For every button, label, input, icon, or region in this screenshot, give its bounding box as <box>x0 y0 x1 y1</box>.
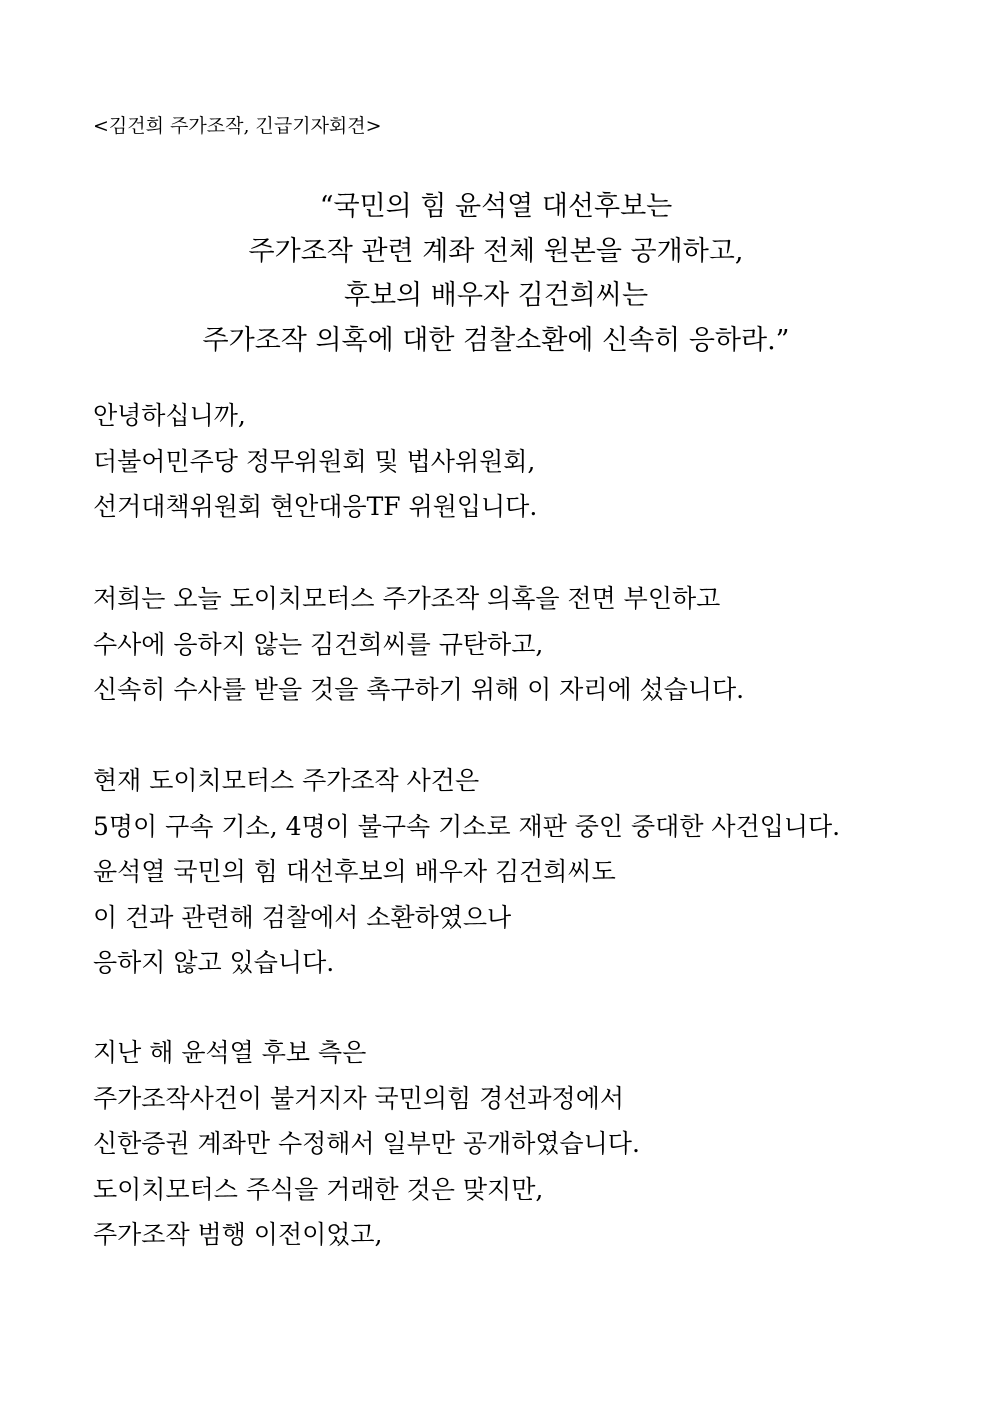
headline-statement <box>0 185 992 363</box>
text-line: 신한증권 계좌만 수정해서 일부만 공개하였습니다. <box>93 1129 640 1158</box>
paragraph-last-year <box>93 1030 640 1258</box>
paragraph-purpose <box>93 576 744 713</box>
press-conference-title: <김건희 주가조작, 긴급기자회견> <box>93 115 382 137</box>
text-line: 선거대책위원회 현안대응TF 위원입니다. <box>93 492 538 521</box>
text-line: 이 건과 관련해 검찰에서 소환하였으나 <box>93 902 512 932</box>
text-line: 응하지 않고 있습니다. <box>93 948 335 977</box>
text-line: 수사에 응하지 않는 김건희씨를 규탄하고, <box>93 629 544 659</box>
text-line: 현재 도이치모터스 주가조작 사건은 <box>93 766 480 795</box>
headline-line: 주가조작 의혹에 대한 검찰소환에 신속히 응하라.” <box>202 324 790 356</box>
text-line: 지난 해 윤석열 후보 측은 <box>93 1038 367 1067</box>
text-line: 윤석열 국민의 힘 대선후보의 배우자 김건희씨도 <box>93 857 616 886</box>
text-line: 신속히 수사를 받을 것을 촉구하기 위해 이 자리에 섰습니다. <box>93 675 745 704</box>
headline-line: 후보의 배우자 김건희씨는 <box>343 280 649 311</box>
text-line: 주가조작 범행 이전이었고, <box>93 1220 383 1249</box>
text-line: 5명이 구속 기소, 4명이 불구속 기소로 재판 중인 중대한 사건입니다. <box>93 811 841 841</box>
text-line: 도이치모터스 주식을 거래한 것은 맞지만, <box>93 1174 544 1204</box>
paragraph-greeting <box>93 393 537 530</box>
headline-line: 주가조작 관련 계좌 전체 원본을 공개하고, <box>248 235 744 267</box>
text-line: 안녕하십니까, <box>93 401 246 430</box>
text-line: 더불어민주당 정무위원회 및 법사위원회, <box>93 446 536 476</box>
text-line: 주가조작사건이 불거지자 국민의힘 경선과정에서 <box>93 1083 624 1113</box>
text-line: 저희는 오늘 도이치모터스 주가조작 의혹을 전면 부인하고 <box>93 584 721 613</box>
paragraph-current-status <box>93 758 840 986</box>
headline-line: “국민의 힘 윤석열 대선후보는 <box>319 191 673 222</box>
